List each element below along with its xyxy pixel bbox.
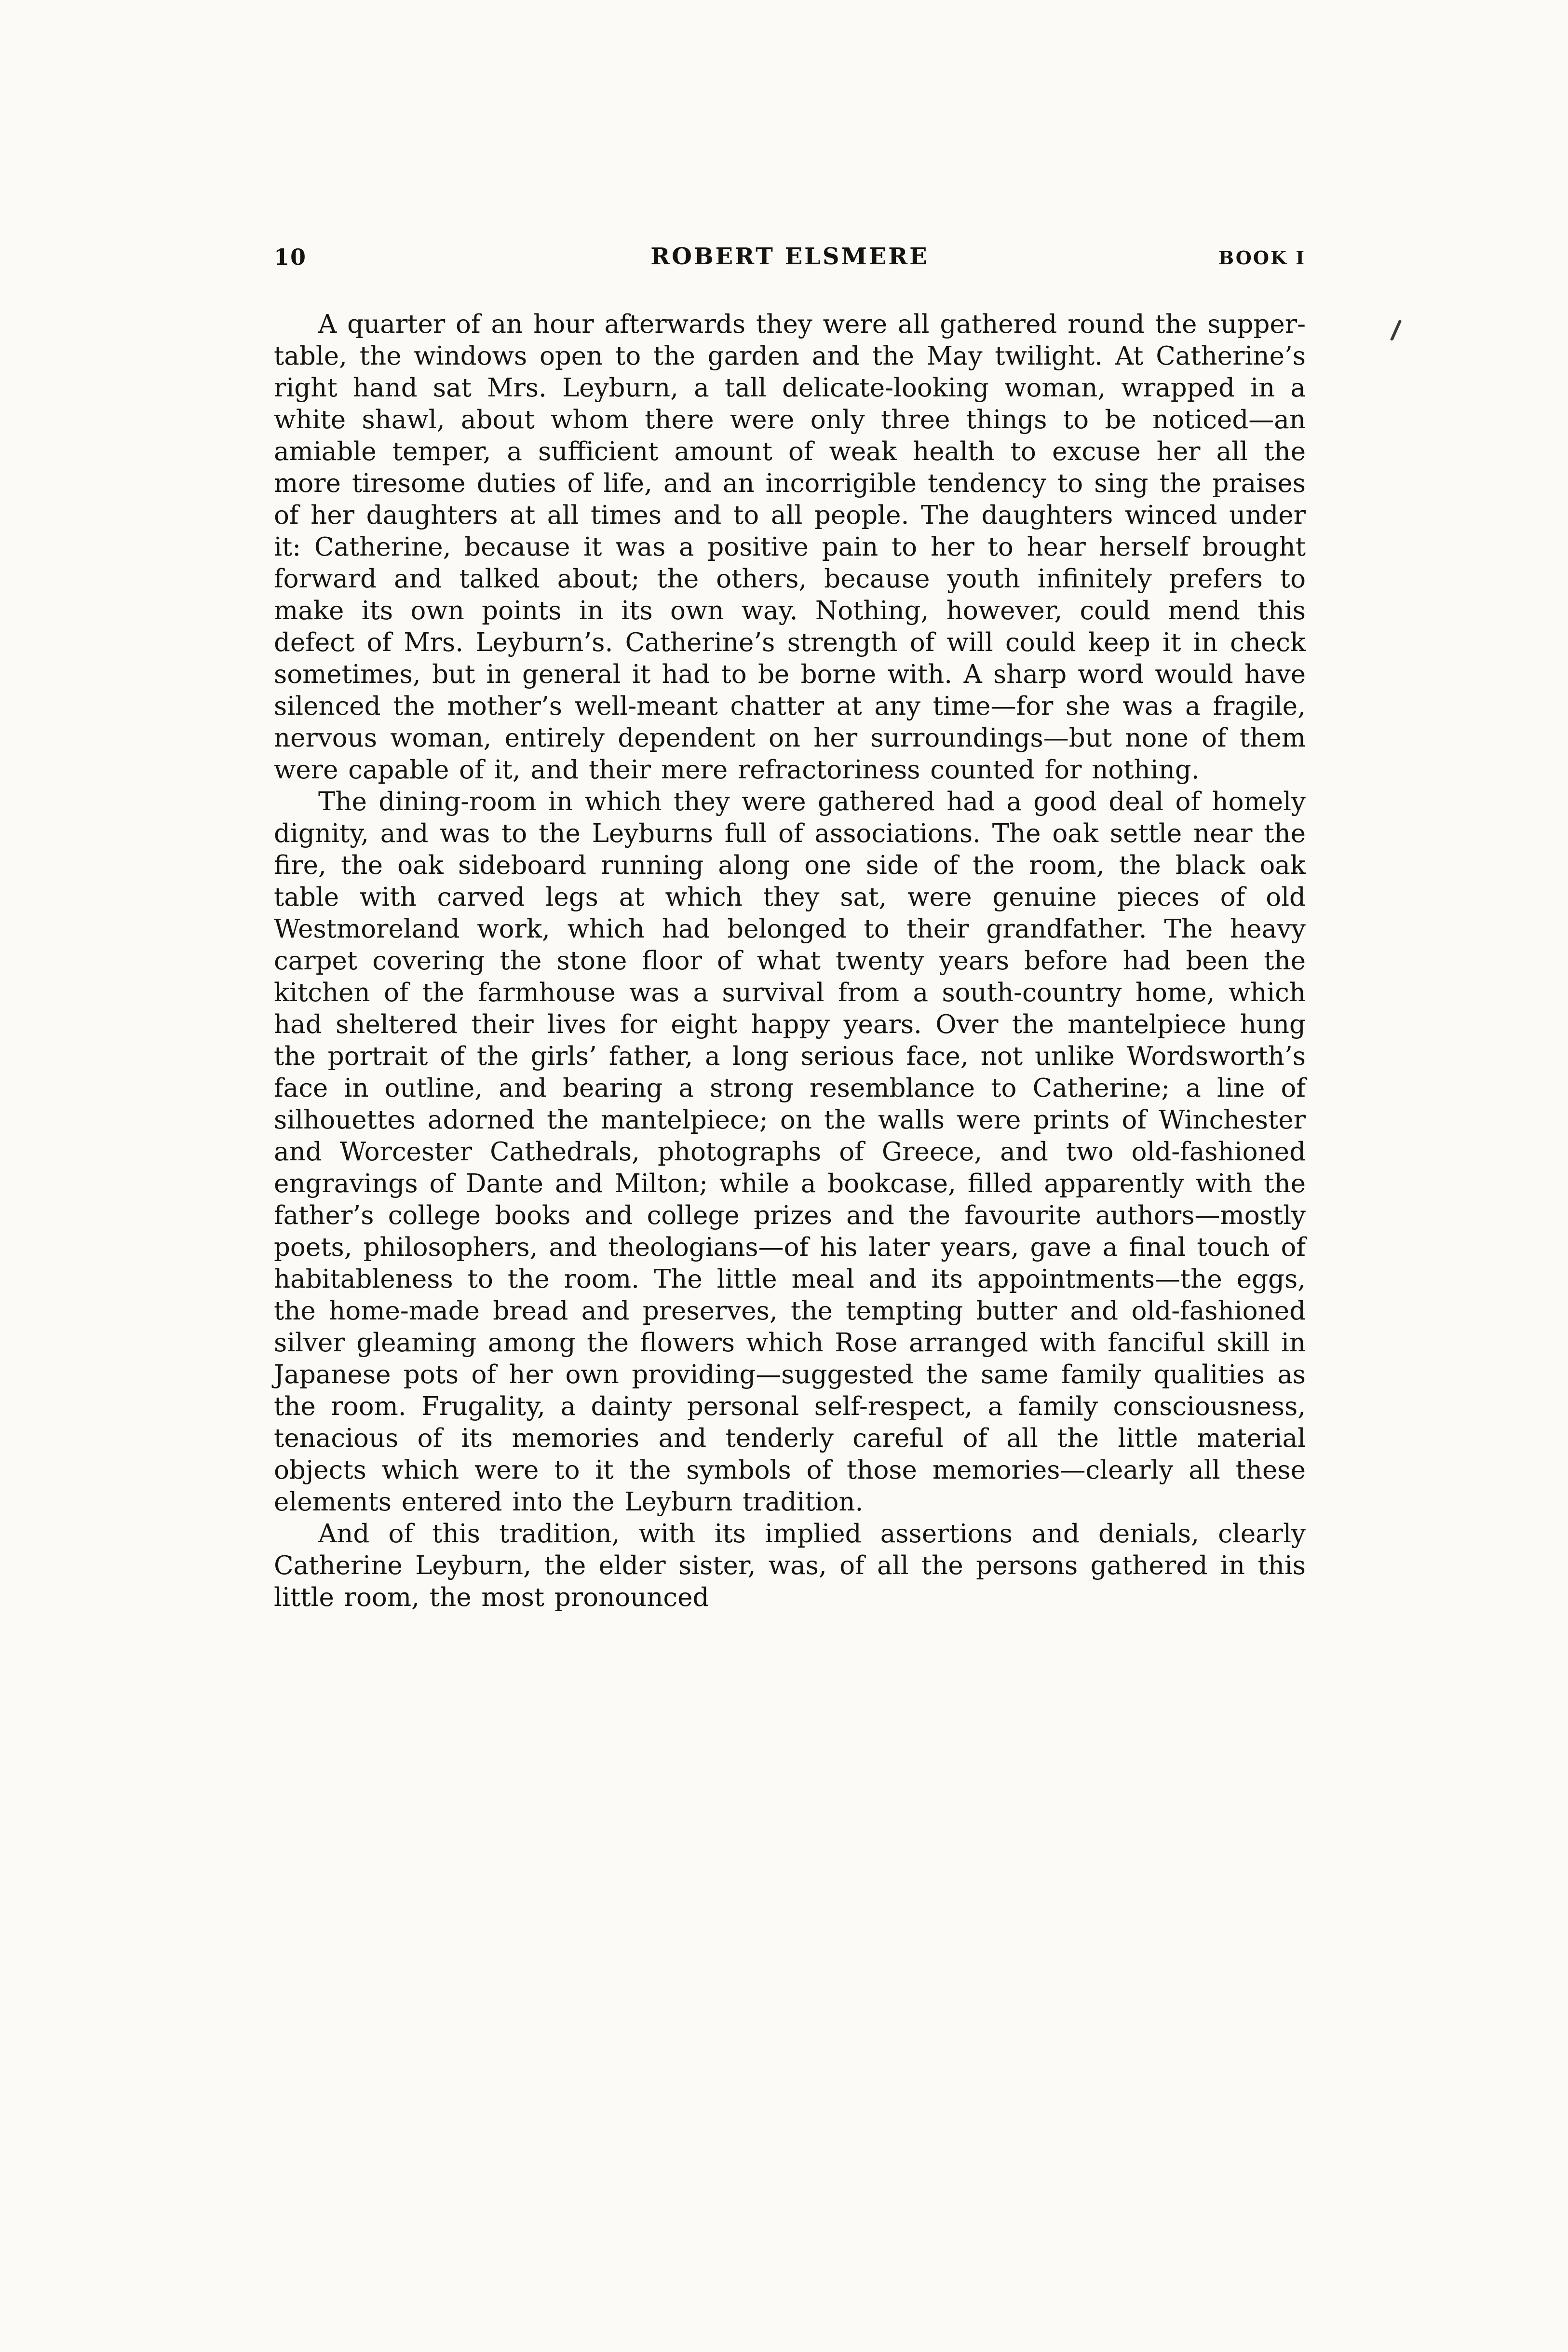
page-header <box>274 241 1306 275</box>
margin-pen-mark <box>1390 320 1402 341</box>
paragraph-1: A quarter of an hour afterwards they were all gathered round the supper-table, the windows open to the garden and the May twilight. At Catherine’s right hand sat Mrs. Leyburn, a tall delicate-looking woman, wrapped in a white shawl, about whom there were only three things to be noticed—an amiable temper, a sufficient amount of weak health to excuse her all the more tiresome duties of life, and an incorrigible tendency to sing the praises of her daughters at all times and to all people. The daughters winced under it: Catherine, because it was a positive pain to her to hear herself brought forward and talked about; the others, because youth infinitely prefers to make its own points in its own way. Nothing, however, could mend this defect of Mrs. Leyburn’s. Catherine’s strength of will could keep it in check sometimes, but in general it had to be borne with. A sharp word would have silenced the mother’s well-meant chatter at any time—for she was a fragile, nervous woman, entirely dependent on her surroundings—but none of them were capable of it, and their mere refractoriness counted for nothing. <box>274 310 1306 785</box>
book-section-label: BOOK I <box>1218 247 1306 269</box>
page-number: 10 <box>274 244 307 270</box>
paragraph-3: And of this tradition, with its implied assertions and denials, clearly Catherine Leyburn, the elder sister, was, of all the persons gathered in this little room, the most pronounced <box>274 1519 1306 1612</box>
paragraph-2: The dining-room in which they were gathered had a good deal of homely dignity, and was to the Leyburns full of associations. The oak settle near the fire, the oak sideboard running along one side of the room, the black oak table with carved legs at which they sat, were genuine pieces of old Westmoreland work, which had belonged to their grandfather. The heavy carpet covering the stone floor of what twenty years before had been the kitchen of the farmhouse was a survival from a south-country home, which had sheltered their lives for eight happy years. Over the mantelpiece hung the portrait of the girls’ father, a long serious face, not unlike Wordsworth’s face in outline, and bearing a strong resemblance to Catherine; a line of silhouettes adorned the mantelpiece; on the walls were prints of Winchester and Worcester Cathedrals, photographs of Greece, and two old-fashioned engravings of Dante and Milton; while a bookcase, filled apparently with the father’s college books and college prizes and the favourite authors—mostly poets, philosophers, and theologians—of his later years, gave a final touch of habitableness to the room. The little meal and its appointments—the eggs, the home-made bread and preserves, the tempting butter and old-fashioned silver gleaming among the flowers which Rose arranged with fanciful skill in Japanese pots of her own providing—suggested the same family qualities as the room. Frugality, a dainty personal self-respect, a family consciousness, tenacious of its memories and tenderly careful of all the little material objects which were to it the symbols of those memories—clearly all these elements entered into the Leyburn tradition. <box>274 787 1306 1517</box>
running-title: ROBERT ELSMERE <box>650 243 929 270</box>
page-text <box>274 309 1306 1614</box>
book-page <box>274 241 1306 1614</box>
